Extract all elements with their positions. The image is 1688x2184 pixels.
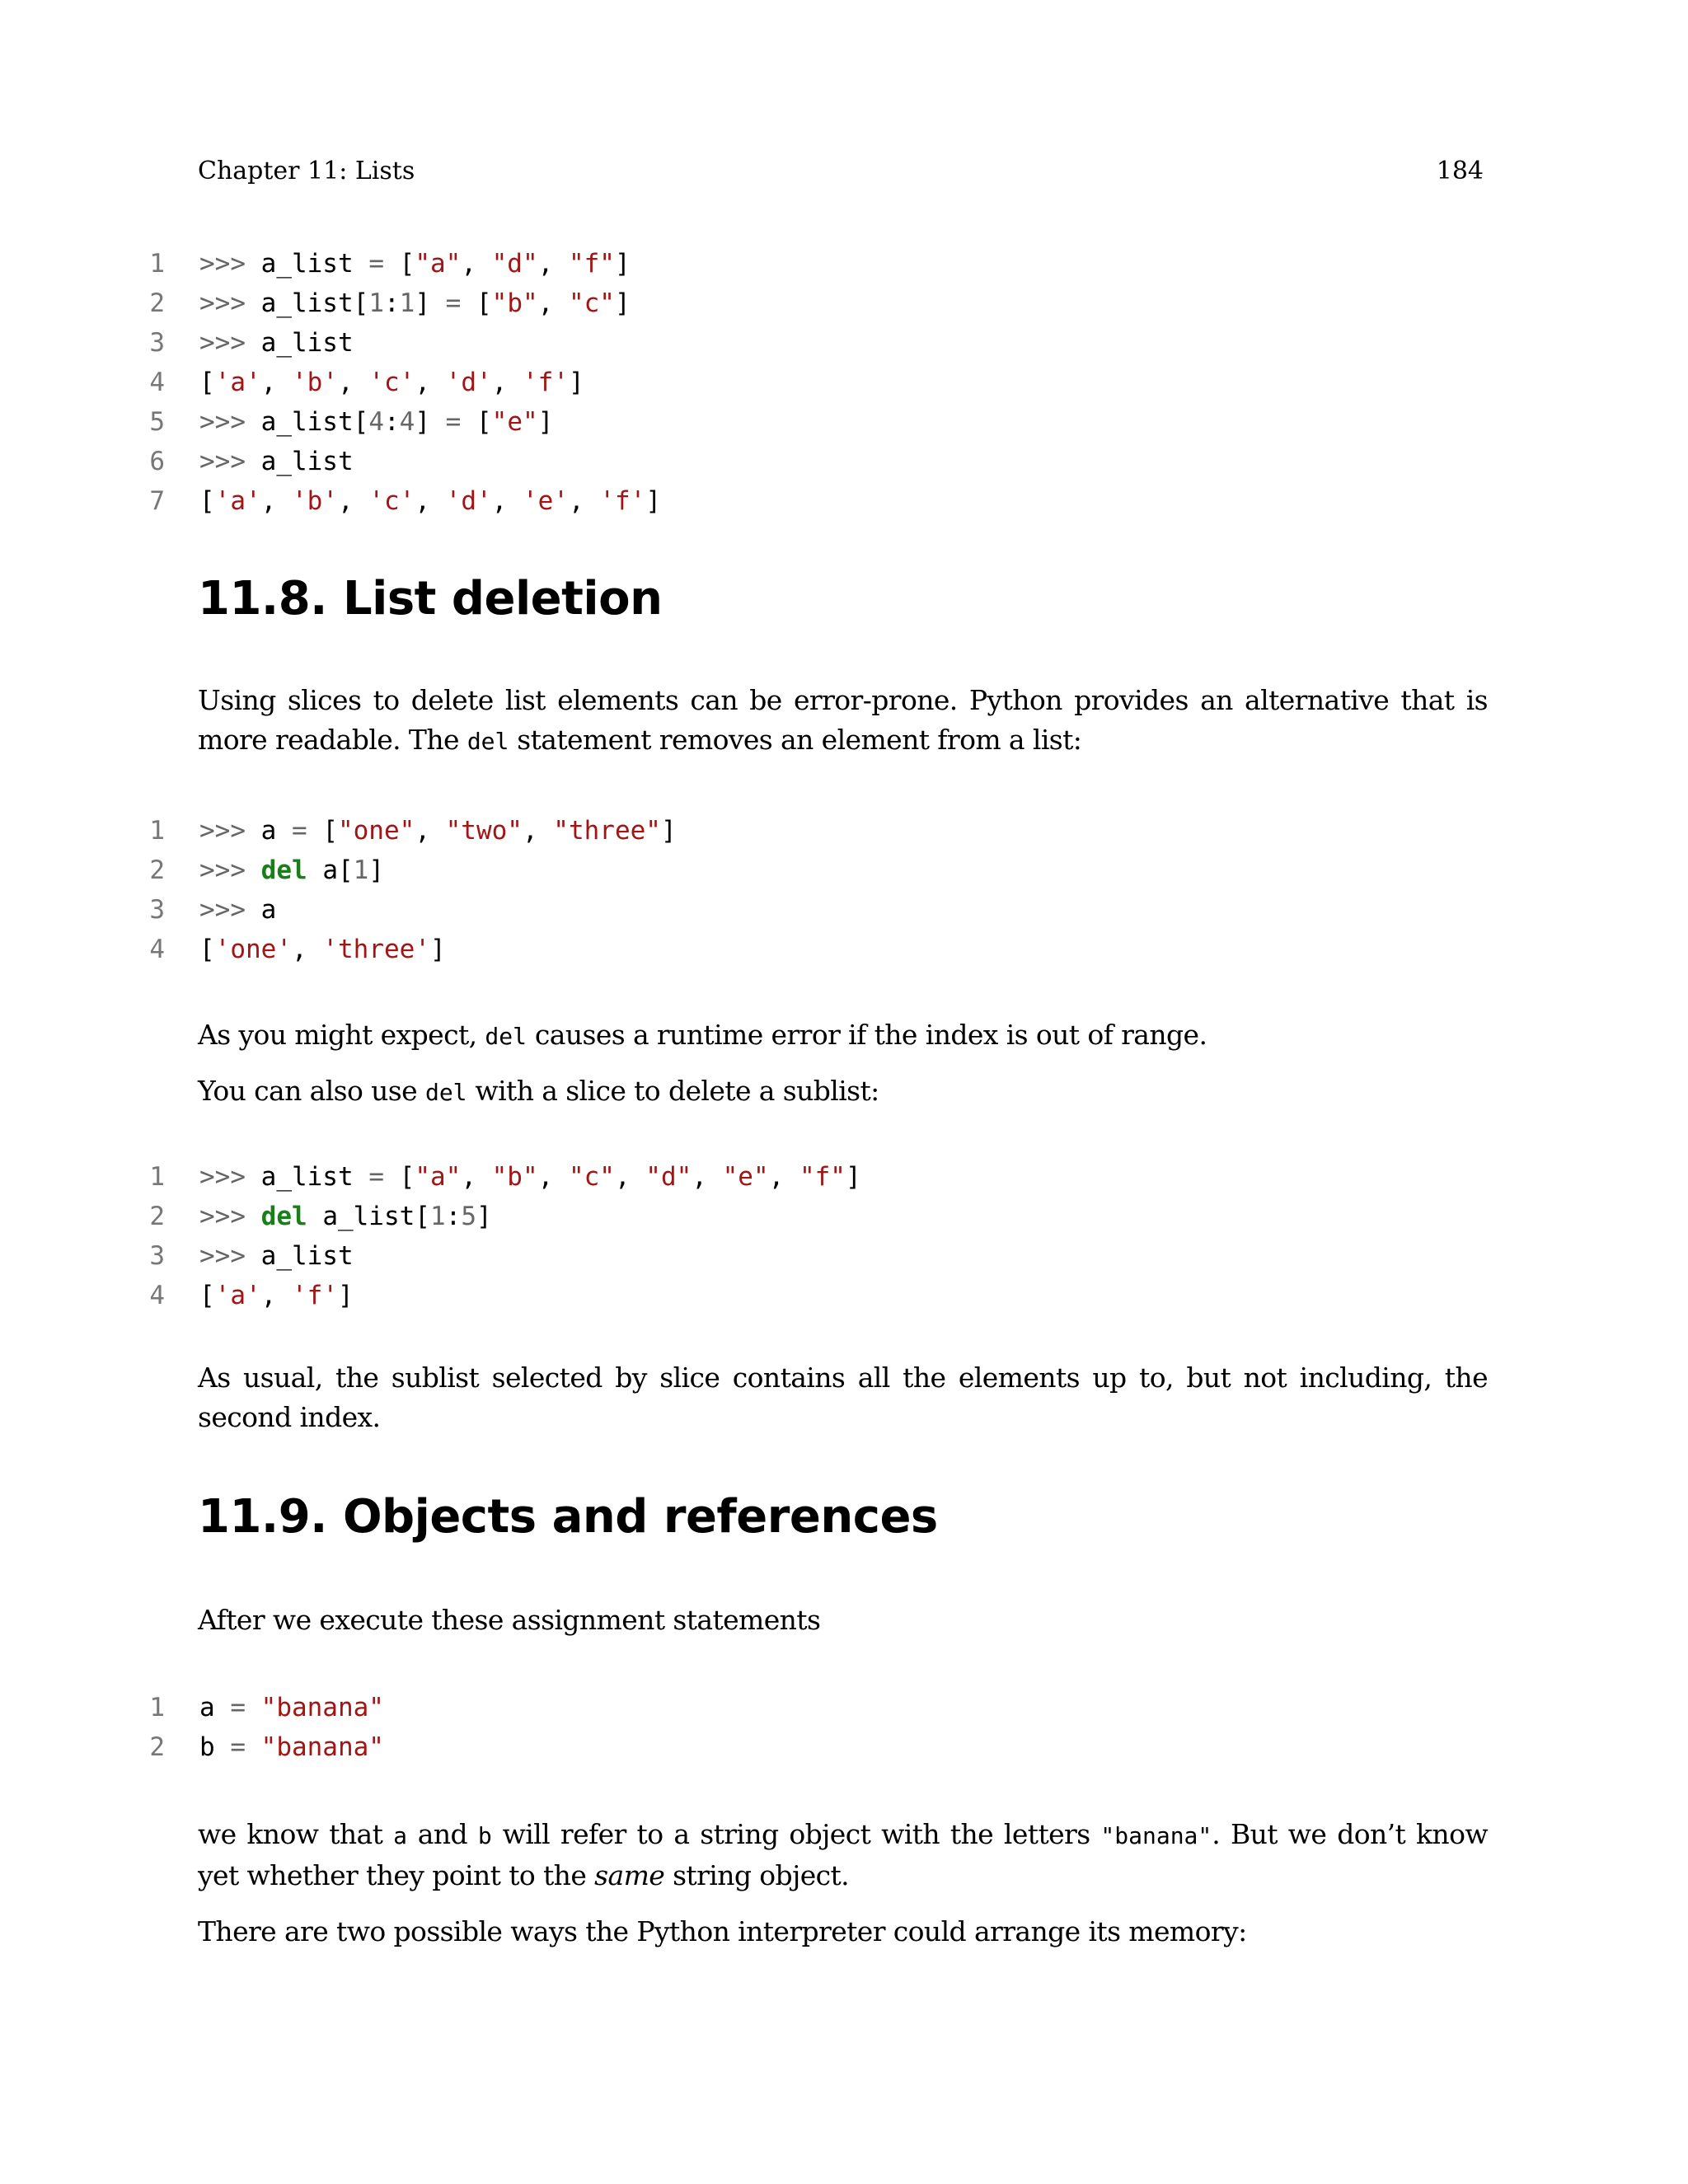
paragraph-banana-refs <box>198 1815 1488 1896</box>
paragraph-text: As you might expect, <box>198 1019 485 1051</box>
code-token: "banana" <box>260 1693 384 1722</box>
code-token: , <box>260 368 292 397</box>
code-token: del <box>260 1202 307 1231</box>
code-token: , <box>537 249 569 279</box>
code-line <box>140 323 661 363</box>
line-number: 2 <box>149 1732 165 1762</box>
code-token: 1 <box>399 288 415 318</box>
line-number: 1 <box>149 1693 165 1722</box>
paragraph-text: There are two possible ways the Python interpreter could arrange its memory: <box>198 1915 1247 1947</box>
paragraph-text: . But we don’t know yet whether they point to the <box>198 1818 1488 1891</box>
code-token: [ <box>199 935 215 964</box>
paragraph-assignment-intro <box>198 1601 1488 1640</box>
code-block-banana-assign <box>140 1688 384 1767</box>
code-token: [ <box>322 816 338 846</box>
code-token: [ <box>199 1281 215 1310</box>
code-token: >>> <box>199 288 261 318</box>
paragraph-memory-arrange <box>198 1912 1488 1952</box>
paragraph-del-runtime-error <box>198 1015 1488 1057</box>
paragraph-text: statement removes an element from a list: <box>509 724 1082 756</box>
code-token: 4 <box>399 407 415 437</box>
code-token: , <box>415 486 446 516</box>
code-token: 'b' <box>292 368 338 397</box>
page-number: 184 <box>1436 157 1484 185</box>
code-token: , <box>260 1281 292 1310</box>
code-token: , <box>292 935 323 964</box>
code-token: 1 <box>429 1202 446 1231</box>
section-heading-objects-references: 11.9. Objects and references <box>198 1490 938 1544</box>
code-token: "f" <box>799 1162 846 1192</box>
code-block-slice-insert <box>140 244 661 521</box>
code-token: , <box>415 368 446 397</box>
paragraph-text: You can also use <box>198 1075 425 1107</box>
code-token: a_list[ <box>260 407 369 437</box>
code-token: 'f' <box>292 1281 338 1310</box>
code-token: ] <box>338 1281 354 1310</box>
code-token: 'c' <box>368 368 415 397</box>
emphasis-text: same <box>594 1859 665 1891</box>
code-token: "b" <box>491 1162 538 1192</box>
code-token: , <box>537 1162 569 1192</box>
line-number: 3 <box>149 1241 165 1271</box>
code-token: : <box>383 288 400 318</box>
code-token: , <box>338 486 369 516</box>
section-heading-list-deletion: 11.8. List deletion <box>198 572 663 626</box>
code-token: 'c' <box>368 486 415 516</box>
code-token: a_list <box>260 1162 369 1192</box>
code-token: 'a' <box>214 368 261 397</box>
code-token: , <box>692 1162 723 1192</box>
code-token: ] <box>845 1162 861 1192</box>
code-token: , <box>461 249 492 279</box>
code-token: a_list <box>260 328 354 358</box>
code-line <box>140 442 661 481</box>
code-token: >>> <box>199 816 261 846</box>
code-token: a <box>260 816 292 846</box>
code-token: = <box>230 1693 261 1722</box>
code-token: a_list[ <box>307 1202 430 1231</box>
code-token: "banana" <box>260 1732 384 1762</box>
code-token: , <box>338 368 369 397</box>
line-number: 2 <box>149 288 165 318</box>
code-token: [ <box>199 368 215 397</box>
line-number: 2 <box>149 855 165 885</box>
line-number: 1 <box>149 816 165 846</box>
code-token: 'b' <box>292 486 338 516</box>
code-token: : <box>445 1202 462 1231</box>
code-token: , <box>768 1162 799 1192</box>
code-token: , <box>568 486 600 516</box>
code-token: 'one' <box>214 935 292 964</box>
code-token: "c" <box>568 288 615 318</box>
inline-code: del <box>424 1079 467 1106</box>
code-token: 'e' <box>522 486 569 516</box>
code-token: del <box>260 855 307 885</box>
code-token: "d" <box>491 249 538 279</box>
code-block-del-index <box>140 811 677 969</box>
code-token: ] <box>429 935 446 964</box>
code-line <box>140 851 677 890</box>
code-token: = <box>445 288 476 318</box>
code-token: ] <box>476 1202 492 1231</box>
code-token: a <box>199 1693 231 1722</box>
code-token: [ <box>476 288 492 318</box>
code-token: , <box>614 1162 646 1192</box>
line-number: 3 <box>149 328 165 358</box>
inline-code: del <box>485 1023 527 1050</box>
code-token: "a" <box>415 1162 462 1192</box>
code-token: ] <box>537 407 554 437</box>
code-token: 1 <box>353 855 369 885</box>
paragraph-text: causes a runtime error if the index is out of range. <box>526 1019 1207 1051</box>
code-token: ] <box>415 407 446 437</box>
inline-code: del <box>467 728 509 755</box>
code-token: a[ <box>307 855 354 885</box>
paragraph-del-intro <box>198 681 1488 762</box>
paragraph-text: Using slices to delete list elements can be error-prone. Python provides an alternative that is more readable. The <box>198 684 1488 756</box>
line-number: 5 <box>149 407 165 437</box>
code-line <box>140 1276 861 1315</box>
paragraph-slice-note <box>198 1358 1488 1437</box>
paragraph-text: and <box>406 1818 478 1850</box>
code-token: , <box>260 486 292 516</box>
code-token: ] <box>660 816 677 846</box>
code-token: 'a' <box>214 1281 261 1310</box>
code-token: >>> <box>199 1202 261 1231</box>
code-token: >>> <box>199 1241 261 1271</box>
code-token: = <box>291 816 323 846</box>
line-number: 1 <box>149 249 165 279</box>
code-token: a <box>260 895 277 925</box>
code-token: 'three' <box>322 935 430 964</box>
code-token: >>> <box>199 447 261 476</box>
code-token: "a" <box>415 249 462 279</box>
code-token: "d" <box>645 1162 692 1192</box>
code-token: [ <box>199 486 215 516</box>
running-head <box>198 157 1484 193</box>
code-token: 'f' <box>522 368 569 397</box>
code-token: "three" <box>553 816 661 846</box>
code-token: , <box>491 486 523 516</box>
code-token: ] <box>568 368 584 397</box>
code-token: "two" <box>445 816 523 846</box>
paragraph-text: with a slice to delete a sublist: <box>467 1075 879 1107</box>
code-token: >>> <box>199 1162 261 1192</box>
code-token: = <box>445 407 476 437</box>
line-number: 7 <box>149 486 165 516</box>
code-token: 'd' <box>445 486 492 516</box>
line-number: 3 <box>149 895 165 925</box>
code-line <box>140 481 661 521</box>
paragraph-text: we know that <box>198 1818 394 1850</box>
code-line <box>140 811 677 851</box>
code-token: : <box>383 407 400 437</box>
code-line <box>140 890 677 930</box>
line-number: 4 <box>149 1281 165 1310</box>
code-token: ] <box>645 486 661 516</box>
code-token: [ <box>476 407 492 437</box>
paragraph-text: will refer to a string object with the letters <box>491 1818 1101 1850</box>
inline-code: "banana" <box>1100 1822 1212 1849</box>
code-token: ] <box>415 288 446 318</box>
line-number: 4 <box>149 935 165 964</box>
code-token: = <box>368 249 400 279</box>
code-token: >>> <box>199 895 261 925</box>
code-line <box>140 1236 861 1276</box>
inline-code: b <box>477 1822 492 1849</box>
paragraph-text: As usual, the sublist selected by slice contains all the elements up to, but not including, the second index. <box>198 1361 1488 1433</box>
line-number: 2 <box>149 1202 165 1231</box>
code-token: "one" <box>337 816 415 846</box>
code-line <box>140 244 661 284</box>
code-token: "e" <box>722 1162 769 1192</box>
line-number: 6 <box>149 447 165 476</box>
code-token: 'f' <box>599 486 646 516</box>
code-token: >>> <box>199 855 261 885</box>
code-token: 'a' <box>214 486 261 516</box>
code-line <box>140 1688 384 1727</box>
code-token: = <box>368 1162 400 1192</box>
inline-code: a <box>393 1822 407 1849</box>
line-number: 1 <box>149 1162 165 1192</box>
code-token: 5 <box>461 1202 476 1231</box>
code-token: "f" <box>568 249 615 279</box>
code-token: [ <box>399 1162 415 1192</box>
paragraph-text: string object. <box>664 1859 850 1891</box>
code-token: b <box>199 1732 231 1762</box>
code-token: >>> <box>199 328 261 358</box>
code-token: 4 <box>368 407 384 437</box>
code-line <box>140 284 661 323</box>
code-token: , <box>537 288 569 318</box>
code-token: 1 <box>368 288 384 318</box>
code-token: >>> <box>199 407 261 437</box>
code-token: ] <box>614 288 631 318</box>
code-token: , <box>522 816 554 846</box>
code-token: a_list <box>260 1241 354 1271</box>
code-token: a_list <box>260 249 369 279</box>
paragraph-del-slice <box>198 1071 1488 1113</box>
code-token: a_list[ <box>260 288 369 318</box>
line-number: 4 <box>149 368 165 397</box>
code-token: 'd' <box>445 368 492 397</box>
paragraph-text: After we execute these assignment statements <box>198 1604 821 1636</box>
code-token: a_list <box>260 447 354 476</box>
code-line <box>140 1727 384 1767</box>
code-line <box>140 402 661 442</box>
code-line <box>140 363 661 402</box>
code-line <box>140 1157 861 1197</box>
code-token: "b" <box>491 288 538 318</box>
code-token: , <box>491 368 523 397</box>
code-token: = <box>230 1732 261 1762</box>
code-token: ] <box>614 249 631 279</box>
code-token: >>> <box>199 249 261 279</box>
code-token: ] <box>368 855 384 885</box>
code-token: , <box>461 1162 492 1192</box>
code-line <box>140 930 677 969</box>
chapter-title: Chapter 11: Lists <box>198 157 415 185</box>
code-block-del-slice <box>140 1157 861 1315</box>
code-line <box>140 1197 861 1236</box>
code-token: "c" <box>568 1162 615 1192</box>
code-token: [ <box>399 249 415 279</box>
code-token: , <box>415 816 446 846</box>
code-token: "e" <box>491 407 538 437</box>
